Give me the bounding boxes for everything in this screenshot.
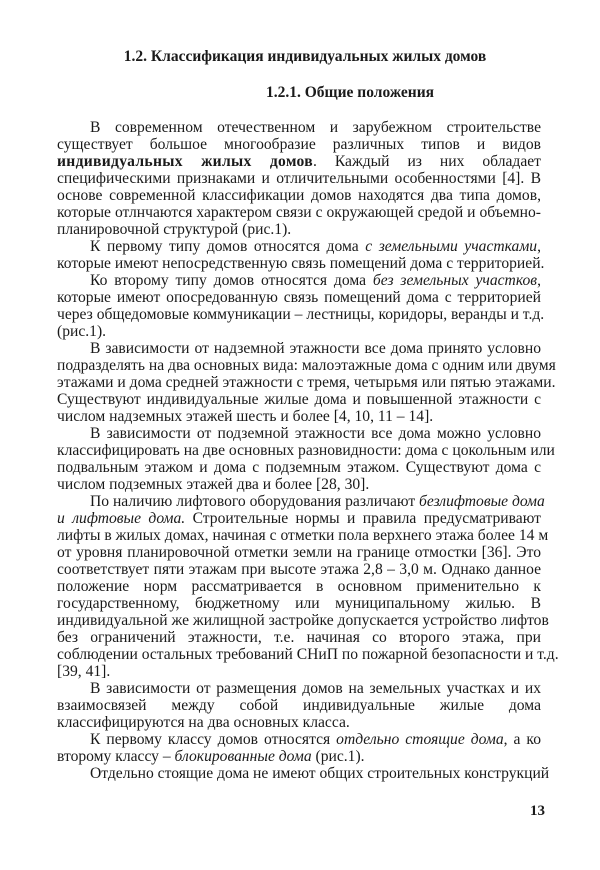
text-line bbox=[57, 544, 541, 561]
text-line bbox=[57, 289, 541, 306]
italic-term: отдельно стоящие дома bbox=[336, 731, 504, 748]
text-line bbox=[57, 340, 541, 357]
paragraph bbox=[57, 119, 541, 238]
text-segment: которые имеют опосредованную связь помещений дома с территорией bbox=[57, 289, 541, 306]
text-line bbox=[57, 357, 556, 374]
italic-term: блокированные дома bbox=[174, 748, 312, 765]
body-text bbox=[57, 119, 559, 782]
text-line bbox=[57, 323, 541, 340]
text-segment: подразделять на два основных вида: малоэтажные дома с одним или двумя bbox=[57, 357, 556, 374]
text-segment: без ограничений этажности, т.е. начиная со второго этажа, при bbox=[57, 629, 541, 646]
text-line bbox=[57, 646, 559, 663]
text-line bbox=[57, 374, 556, 391]
text-line bbox=[57, 221, 541, 238]
text-line bbox=[57, 612, 549, 629]
text-line bbox=[57, 748, 541, 765]
subsection-heading: 1.2.1. Общие положения bbox=[265, 84, 435, 101]
paragraph bbox=[57, 765, 550, 782]
text-segment: По наличию лифтового оборудования различают bbox=[90, 493, 420, 510]
text-segment: Отдельно стоящие дома не имеют общих строительных конструкций bbox=[90, 765, 550, 782]
text-line bbox=[57, 595, 541, 612]
page-number: 13 bbox=[530, 803, 545, 819]
section-heading: 1.2. Классификация индивидуальных жилых домов bbox=[123, 48, 487, 65]
text-line bbox=[57, 680, 541, 697]
text-line bbox=[57, 731, 541, 748]
text-line bbox=[57, 697, 541, 714]
text-line bbox=[57, 476, 541, 493]
text-segment: В зависимости от надземной этажности все дома принято условно bbox=[90, 340, 541, 357]
text-line bbox=[57, 578, 541, 595]
text-line bbox=[57, 136, 541, 153]
text-line bbox=[57, 119, 541, 136]
paragraph bbox=[57, 680, 541, 731]
text-segment: [39, 41]. bbox=[57, 663, 111, 680]
text-line bbox=[57, 510, 541, 527]
text-segment: Ко второму типу домов относятся дома bbox=[90, 272, 373, 289]
text-segment: (рис.1). bbox=[57, 323, 107, 340]
text-line bbox=[57, 493, 545, 510]
text-segment: специфическими признаками и отличительными особенностями [4]. В bbox=[57, 170, 541, 187]
text-line bbox=[57, 765, 550, 782]
text-segment: , а ко bbox=[503, 731, 542, 748]
text-line bbox=[57, 629, 541, 646]
text-segment: от уровня планировочной отметки земли на границе отмостки [36]. Это bbox=[57, 544, 541, 561]
text-line bbox=[57, 714, 541, 731]
text-segment: лифты в жилых домах, начиная с отметки пола верхнего этажа более 14 м bbox=[57, 527, 549, 544]
text-segment: подвальным этажом и дома с подземным этажом. Существуют дома с bbox=[57, 459, 541, 476]
text-segment: В зависимости от размещения домов на земельных участках и их bbox=[90, 680, 541, 697]
paragraph bbox=[57, 238, 545, 272]
italic-term: без земельных участков bbox=[372, 272, 538, 289]
text-segment: К первому типу домов относятся дома bbox=[90, 238, 366, 255]
italic-term: с земельными участками bbox=[365, 238, 538, 255]
italic-term: и лифтовые дома. bbox=[57, 510, 186, 527]
paragraph bbox=[57, 340, 556, 425]
paragraph bbox=[57, 731, 541, 765]
text-line bbox=[57, 238, 541, 255]
text-segment: числом надземных этажей шесть и более [4, 10, 11 – 14]. bbox=[57, 408, 434, 425]
text-line bbox=[57, 425, 541, 442]
text-segment: которые имеют непосредственную связь помещений дома с территорией. bbox=[57, 255, 545, 272]
text-line bbox=[57, 170, 541, 187]
paragraph bbox=[57, 493, 559, 680]
text-segment: соответствует пяти этажам при высоте этажа 2,8 – 3,0 м. Однако данное bbox=[57, 561, 541, 578]
text-segment: К первому классу домов относятся bbox=[90, 731, 337, 748]
text-segment: Строительные нормы и правила предусматривают bbox=[185, 510, 541, 527]
paragraph bbox=[57, 272, 545, 340]
text-line bbox=[57, 204, 541, 221]
text-segment: через общедомовые коммуникации – лестницы, коридоры, веранды и т.д. bbox=[57, 306, 545, 323]
text-line bbox=[57, 459, 541, 476]
text-segment: . Каждый из них обладает bbox=[312, 153, 541, 170]
text-segment: (рис.1). bbox=[311, 748, 365, 765]
text-segment: Существуют индивидуальные жилые дома и повышенной этажности с bbox=[57, 391, 541, 408]
text-line bbox=[57, 663, 541, 680]
text-segment: положение норм рассматривается в основном применительно к bbox=[57, 578, 541, 595]
text-line bbox=[57, 408, 541, 425]
italic-term: безлифтовые дома bbox=[419, 493, 545, 510]
text-segment: государственному, бюджетному или муниципальному жилью. В bbox=[57, 595, 541, 612]
bold-term: индивидуальных жилых домов bbox=[57, 153, 313, 170]
text-line bbox=[57, 561, 541, 578]
paragraph bbox=[57, 425, 555, 493]
text-segment: которые отлнчаются характером связи с окружающей средой и объемно- bbox=[57, 204, 541, 221]
text-line bbox=[57, 442, 555, 459]
text-line bbox=[57, 391, 541, 408]
text-segment: планировочной структурой (рис.1). bbox=[57, 221, 292, 238]
text-segment: основе современной классификации домов находятся два типа домов, bbox=[57, 187, 541, 204]
text-segment: В зависимости от подземной этажности все дома можно условно bbox=[90, 425, 541, 442]
text-segment: второму классу – bbox=[57, 748, 175, 765]
text-line bbox=[57, 272, 541, 289]
text-segment: соблюдении остальных требований СНиП по пожарной безопасности и т.д. bbox=[57, 646, 559, 663]
text-segment: , bbox=[537, 238, 541, 255]
text-segment: классифицируются на два основных класса. bbox=[57, 714, 350, 731]
text-segment: этажами и дома средней этажности с тремя, четырьмя или пятью этажами. bbox=[57, 374, 556, 391]
text-segment: числом подземных этажей два и более [28, 30]. bbox=[57, 476, 370, 493]
text-segment: , bbox=[537, 272, 541, 289]
text-segment: взаимосвязей между собой индивидуальные жилые дома bbox=[57, 697, 541, 714]
text-line bbox=[57, 306, 545, 323]
text-segment: индивидуальной же жилищной застройке допускается устройство лифтов bbox=[57, 612, 549, 629]
text-line bbox=[57, 527, 549, 544]
text-segment: существует большое многообразие различных типов и видов bbox=[57, 136, 541, 153]
text-line bbox=[57, 187, 541, 204]
text-line bbox=[57, 255, 545, 272]
text-segment: В современном отечественном и зарубежном строительстве bbox=[90, 119, 541, 136]
text-segment: классифицировать на две основных разновидности: дома с цокольным или bbox=[57, 442, 555, 459]
text-line bbox=[57, 153, 541, 170]
